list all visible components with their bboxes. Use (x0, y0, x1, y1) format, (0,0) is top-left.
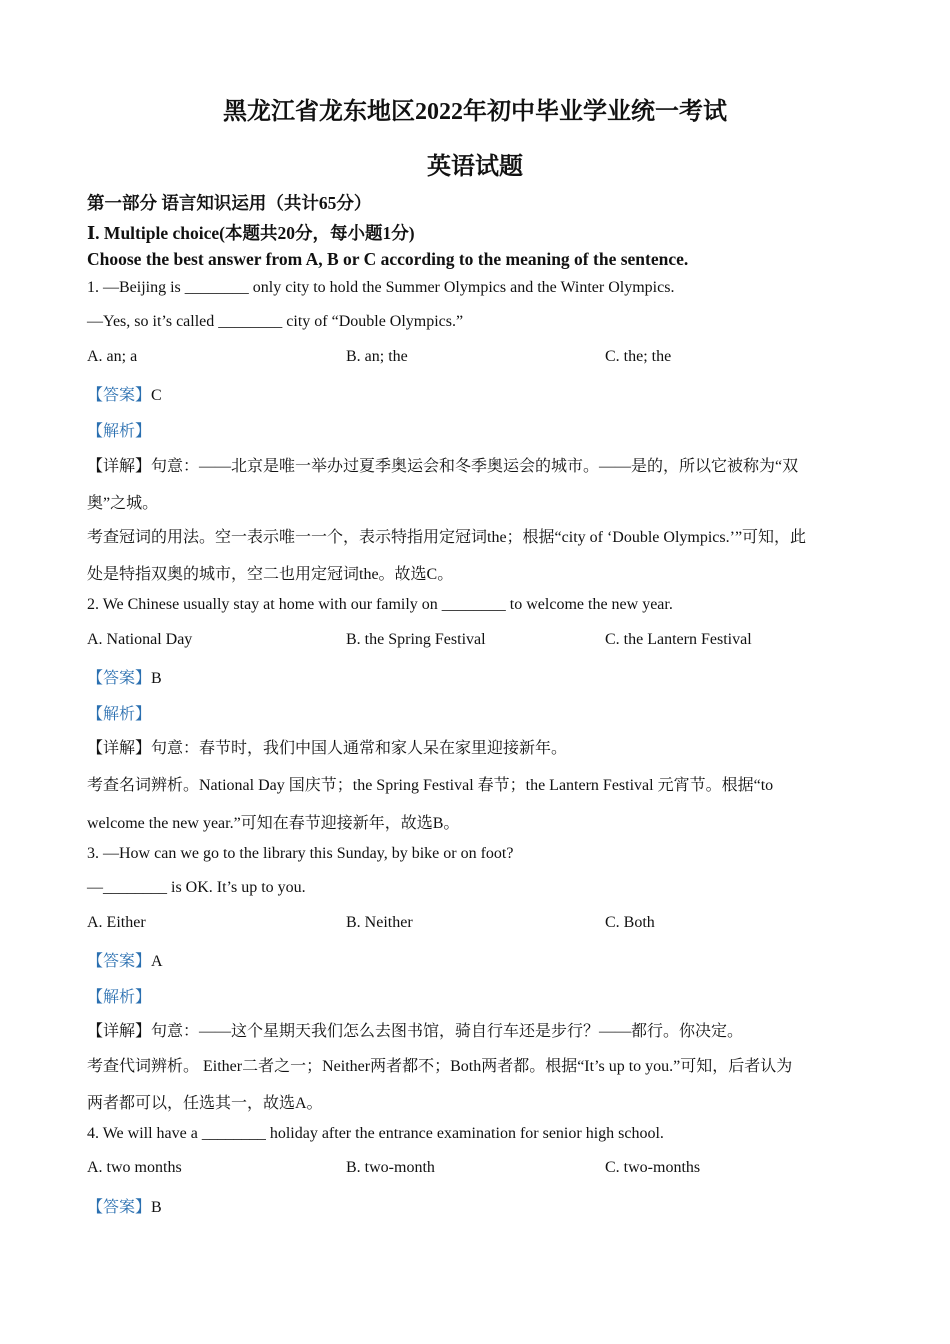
answer-label: 【答案】 (87, 387, 152, 404)
part-heading: 第一部分 语言知识运用（共计65分） (87, 193, 372, 213)
answer-value: B (151, 1199, 162, 1216)
answer-value: B (151, 670, 162, 687)
detail-label: 【详解】 (87, 1023, 152, 1040)
question-3-detail (87, 1018, 743, 1041)
answer-label: 【答案】 (87, 1199, 152, 1216)
question-1-option-b: B. an; the (346, 348, 408, 365)
question-2-answer (87, 665, 162, 688)
question-4-option-a: A. two months (87, 1159, 182, 1176)
question-3-option-b: B. Neither (346, 914, 413, 931)
question-1-option-c: C. the; the (605, 348, 672, 365)
section-heading: Ⅰ. Multiple choice(本题共20分，每小题1分) (87, 223, 415, 243)
question-1-explain: 考查冠词的用法。空一表示唯一一个，表示特指用定冠词the；根据“city of ‘Double Olympics.’”可知，此 (87, 529, 807, 546)
question-3-analysis (87, 984, 151, 1007)
question-1-explain-cont: 处是特指双奥的城市，空二也用定冠词the。故选C。 (87, 566, 454, 583)
analysis-label: 【解析】 (87, 706, 152, 723)
page-title: 黑龙江省龙东地区2022年初中毕业学业统一考试 (223, 99, 727, 125)
answer-label: 【答案】 (87, 953, 152, 970)
detail-text: 句意：——这个星期天我们怎么去图书馆，骑自行车还是步行？——都行。你决定。 (151, 1023, 744, 1040)
question-4-answer (87, 1194, 162, 1217)
question-1-option-a: A. an; a (87, 348, 138, 365)
question-1-detail (87, 453, 798, 476)
analysis-label: 【解析】 (87, 989, 152, 1006)
question-1-detail-cont: 奥”之城。 (87, 495, 159, 512)
question-4-option-b: B. two-month (346, 1159, 435, 1176)
answer-label: 【答案】 (87, 670, 152, 687)
question-3-explain-cont: 两者都可以，任选其一，故选A。 (87, 1095, 323, 1112)
question-2-option-c: C. the Lantern Festival (605, 631, 752, 648)
question-2-explain-cont: welcome the new year.”可知在春节迎接新年，故选B。 (87, 815, 460, 832)
detail-label: 【详解】 (87, 458, 152, 475)
question-2-detail (87, 735, 567, 758)
question-4-stem: 4. We will have a ________ holiday after the entrance examination for senior high school. (87, 1125, 664, 1142)
answer-value: C (151, 387, 162, 404)
question-2-stem: 2. We Chinese usually stay at home with our family on ________ to welcome the new year. (87, 596, 673, 613)
detail-text: 句意：——北京是唯一举办过夏季奥运会和冬季奥运会的城市。——是的，所以它被称为“双 (151, 458, 799, 475)
question-3-answer (87, 948, 163, 971)
question-1-stem: 1. —Beijing is ________ only city to hold the Summer Olympics and the Winter Olympics. (87, 279, 675, 296)
question-1-analysis (87, 418, 151, 441)
question-1-reply: —Yes, so it’s called ________ city of “Double Olympics.” (87, 313, 464, 330)
question-2-option-b: B. the Spring Festival (346, 631, 486, 648)
question-2-option-a: A. National Day (87, 631, 193, 648)
page-subtitle: 英语试题 (427, 154, 523, 180)
question-3-explain: 考查代词辨析。 Either二者之一；Neither两者都不；Both两者都。根据“It’s up to you.”可知，后者认为 (87, 1058, 793, 1075)
question-2-analysis (87, 701, 151, 724)
instruction: Choose the best answer from A, B or C according to the meaning of the sentence. (87, 249, 689, 269)
question-3-stem: 3. —How can we go to the library this Sunday, by bike or on foot? (87, 845, 514, 862)
question-3-option-c: C. Both (605, 914, 655, 931)
question-3-reply: —________ is OK. It’s up to you. (87, 879, 306, 896)
answer-value: A (151, 953, 163, 970)
question-3-option-a: A. Either (87, 914, 146, 931)
question-2-explain: 考查名词辨析。National Day 国庆节；the Spring Festival 春节；the Lantern Festival 元宵节。根据“to (87, 777, 774, 794)
question-1-answer (87, 382, 162, 405)
detail-label: 【详解】 (87, 740, 152, 757)
analysis-label: 【解析】 (87, 423, 152, 440)
question-4-option-c: C. two-months (605, 1159, 701, 1176)
detail-text: 句意：春节时，我们中国人通常和家人呆在家里迎接新年。 (151, 740, 568, 757)
